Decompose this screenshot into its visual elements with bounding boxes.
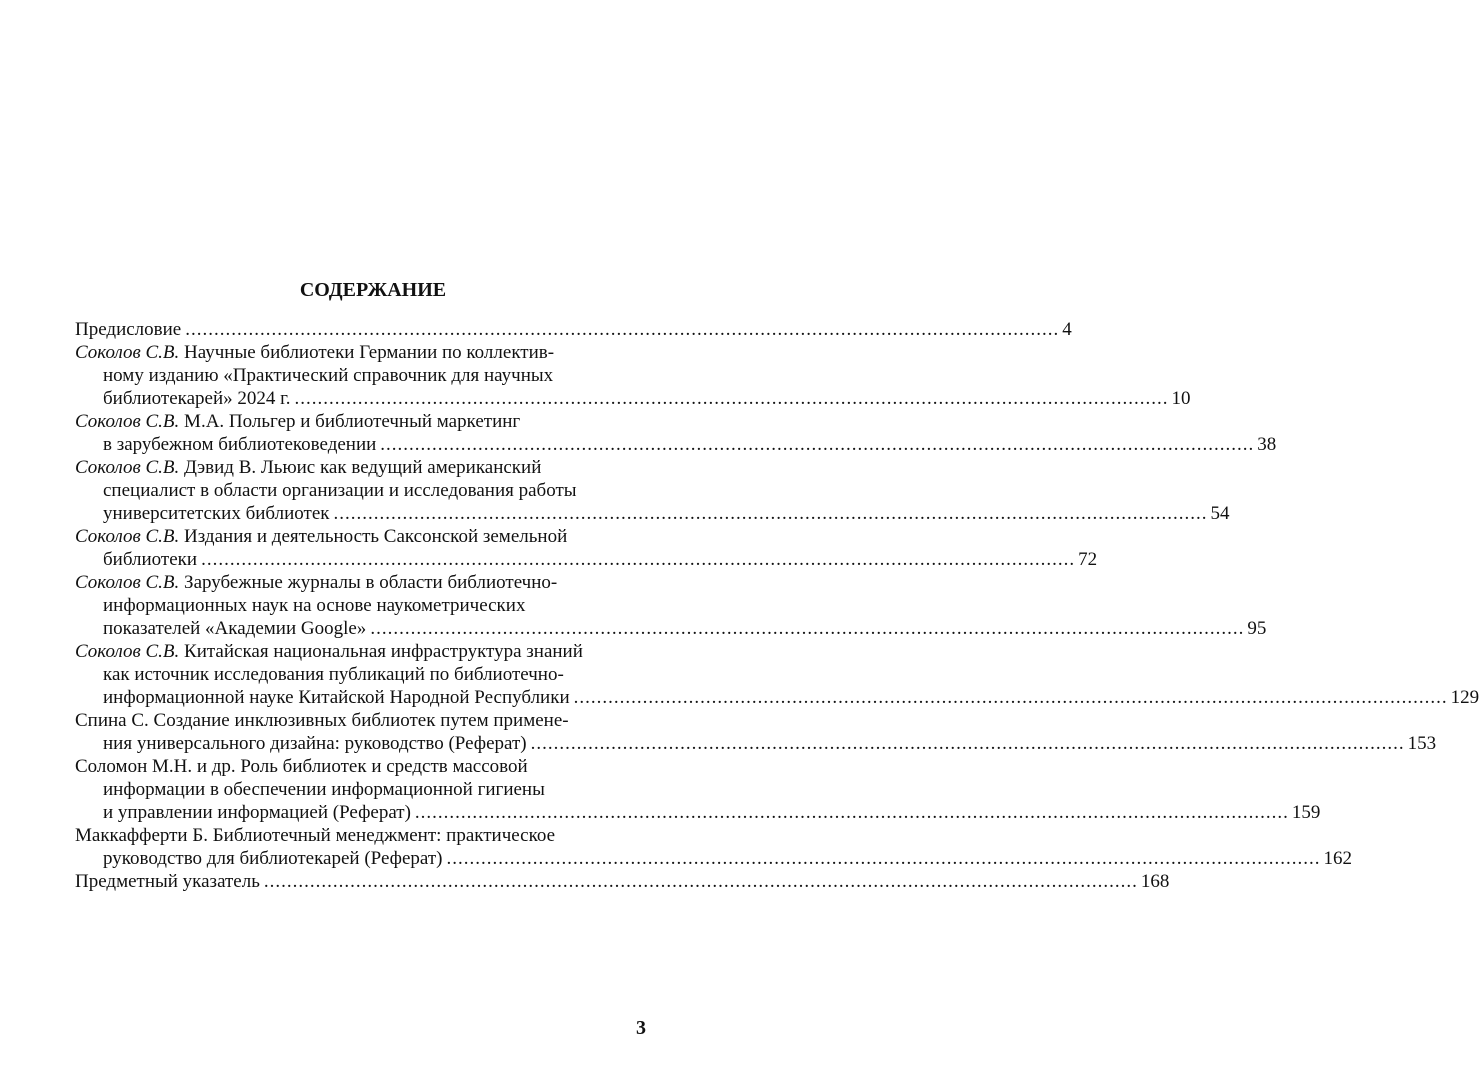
toc-text: в зарубежном библиотековедении <box>103 434 377 455</box>
dot-leader: ........................................................................................................................................................ <box>294 388 1169 409</box>
toc-text: показателей «Академии Google» <box>103 618 367 639</box>
toc-text: специалист в области организации и исследования работы <box>103 480 577 501</box>
toc-line <box>75 732 1437 755</box>
toc-text: ному изданию «Практический справочник для научных <box>103 365 554 386</box>
toc-entry[interactable] <box>75 456 1230 525</box>
toc-author: Соколов С.В. <box>75 457 180 478</box>
toc-author: Соколов С.В. <box>75 411 180 432</box>
toc-text: Издания и деятельность Саксонской земельной <box>179 526 568 547</box>
toc-text: библиотеки <box>103 549 198 570</box>
toc-entry[interactable] <box>75 824 1352 870</box>
toc-entry[interactable] <box>75 318 1072 341</box>
toc-text: информационных наук на основе наукометрических <box>103 595 526 616</box>
toc-text: университетских библиотек <box>103 503 330 524</box>
toc-text: и управлении информацией (Реферат) <box>103 802 411 823</box>
toc-entry[interactable] <box>75 525 1098 571</box>
toc-page-number: 129 <box>1450 687 1479 708</box>
toc-line <box>75 778 655 801</box>
toc-page-number: 95 <box>1247 618 1267 639</box>
toc-entry[interactable] <box>75 640 1479 709</box>
table-of-contents <box>75 318 1479 893</box>
toc-page-number: 159 <box>1291 802 1321 823</box>
toc-line <box>75 410 655 433</box>
toc-text: информационной науке Китайской Народной Республики <box>103 687 570 708</box>
toc-line <box>75 341 655 364</box>
toc-author: Соколов С.В. <box>75 526 180 547</box>
toc-line <box>75 847 1352 870</box>
toc-page-number: 54 <box>1210 503 1230 524</box>
page-number: 3 <box>636 1017 646 1039</box>
toc-author: Соколов С.В. <box>75 342 180 363</box>
toc-text: Маккафферти Б. Библиотечный менеджмент: практическое <box>75 825 556 846</box>
toc-text: Китайская национальная инфраструктура знаний <box>179 641 583 662</box>
toc-line <box>75 594 655 617</box>
toc-text: Спина С. Создание инклюзивных библиотек путем примене- <box>75 710 569 731</box>
toc-page-number: 72 <box>1078 549 1098 570</box>
toc-author: Соколов С.В. <box>75 572 180 593</box>
toc-line <box>75 709 655 732</box>
toc-text: М.А. Польгер и библиотечный маркетинг <box>179 411 521 432</box>
dot-leader: ........................................................................................................................................................ <box>380 434 1255 455</box>
toc-page-number: 162 <box>1323 848 1352 869</box>
toc-line <box>75 663 655 686</box>
toc-entry[interactable] <box>75 410 1277 456</box>
toc-line <box>75 318 1072 341</box>
toc-line <box>75 502 1230 525</box>
toc-text: Соломон М.Н. и др. Роль библиотек и средств массовой <box>75 756 528 777</box>
toc-line <box>75 801 1321 824</box>
toc-line <box>75 364 655 387</box>
toc-line <box>75 456 655 479</box>
toc-page-number: 153 <box>1407 733 1437 754</box>
toc-line <box>75 640 655 663</box>
toc-text: ния универсального дизайна: руководство (Реферат) <box>103 733 527 754</box>
page-title: СОДЕРЖАНИЕ <box>299 279 447 301</box>
toc-line <box>75 571 655 594</box>
toc-text: как источник исследования публикаций по библиотечно- <box>103 664 564 685</box>
toc-text: Научные библиотеки Германии по коллектив- <box>179 342 555 363</box>
toc-line <box>75 387 1191 410</box>
dot-leader: ........................................................................................................................................................ <box>370 618 1245 639</box>
toc-line <box>75 548 1098 571</box>
toc-text: Зарубежные журналы в области библиотечно- <box>179 572 558 593</box>
toc-entry[interactable] <box>75 755 1321 824</box>
dot-leader: ........................................................................................................................................................ <box>530 733 1405 754</box>
dot-leader: ........................................................................................................................................................ <box>446 848 1321 869</box>
toc-text: Предисловие <box>75 319 182 340</box>
toc-text: Предметный указатель <box>75 871 260 892</box>
toc-entry[interactable] <box>75 709 1437 755</box>
dot-leader: ........................................................................................................................................................ <box>263 871 1138 892</box>
toc-page-number: 10 <box>1171 388 1191 409</box>
toc-line <box>75 617 1267 640</box>
toc-text: руководство для библиотекарей (Реферат) <box>103 848 443 869</box>
toc-text: библиотекарей» 2024 г. <box>103 388 291 409</box>
toc-page-number: 38 <box>1257 434 1277 455</box>
toc-text: информации в обеспечении информационной гигиены <box>103 779 545 800</box>
dot-leader: ........................................................................................................................................................ <box>573 687 1448 708</box>
toc-page-number: 4 <box>1062 319 1072 340</box>
toc-author: Соколов С.В. <box>75 641 180 662</box>
dot-leader: ........................................................................................................................................................ <box>201 549 1076 570</box>
toc-line <box>75 525 655 548</box>
toc-entry[interactable] <box>75 571 1267 640</box>
dot-leader: ........................................................................................................................................................ <box>333 503 1208 524</box>
toc-line <box>75 686 1479 709</box>
toc-entry[interactable] <box>75 341 1191 410</box>
dot-leader: ........................................................................................................................................................ <box>185 319 1060 340</box>
toc-line <box>75 433 1277 456</box>
toc-line <box>75 755 655 778</box>
toc-entry[interactable] <box>75 870 1170 893</box>
toc-text: Дэвид В. Льюис как ведущий американский <box>179 457 542 478</box>
toc-line <box>75 824 655 847</box>
toc-line <box>75 479 655 502</box>
toc-line <box>75 870 1170 893</box>
dot-leader: ........................................................................................................................................................ <box>414 802 1289 823</box>
toc-page-number: 168 <box>1140 871 1170 892</box>
